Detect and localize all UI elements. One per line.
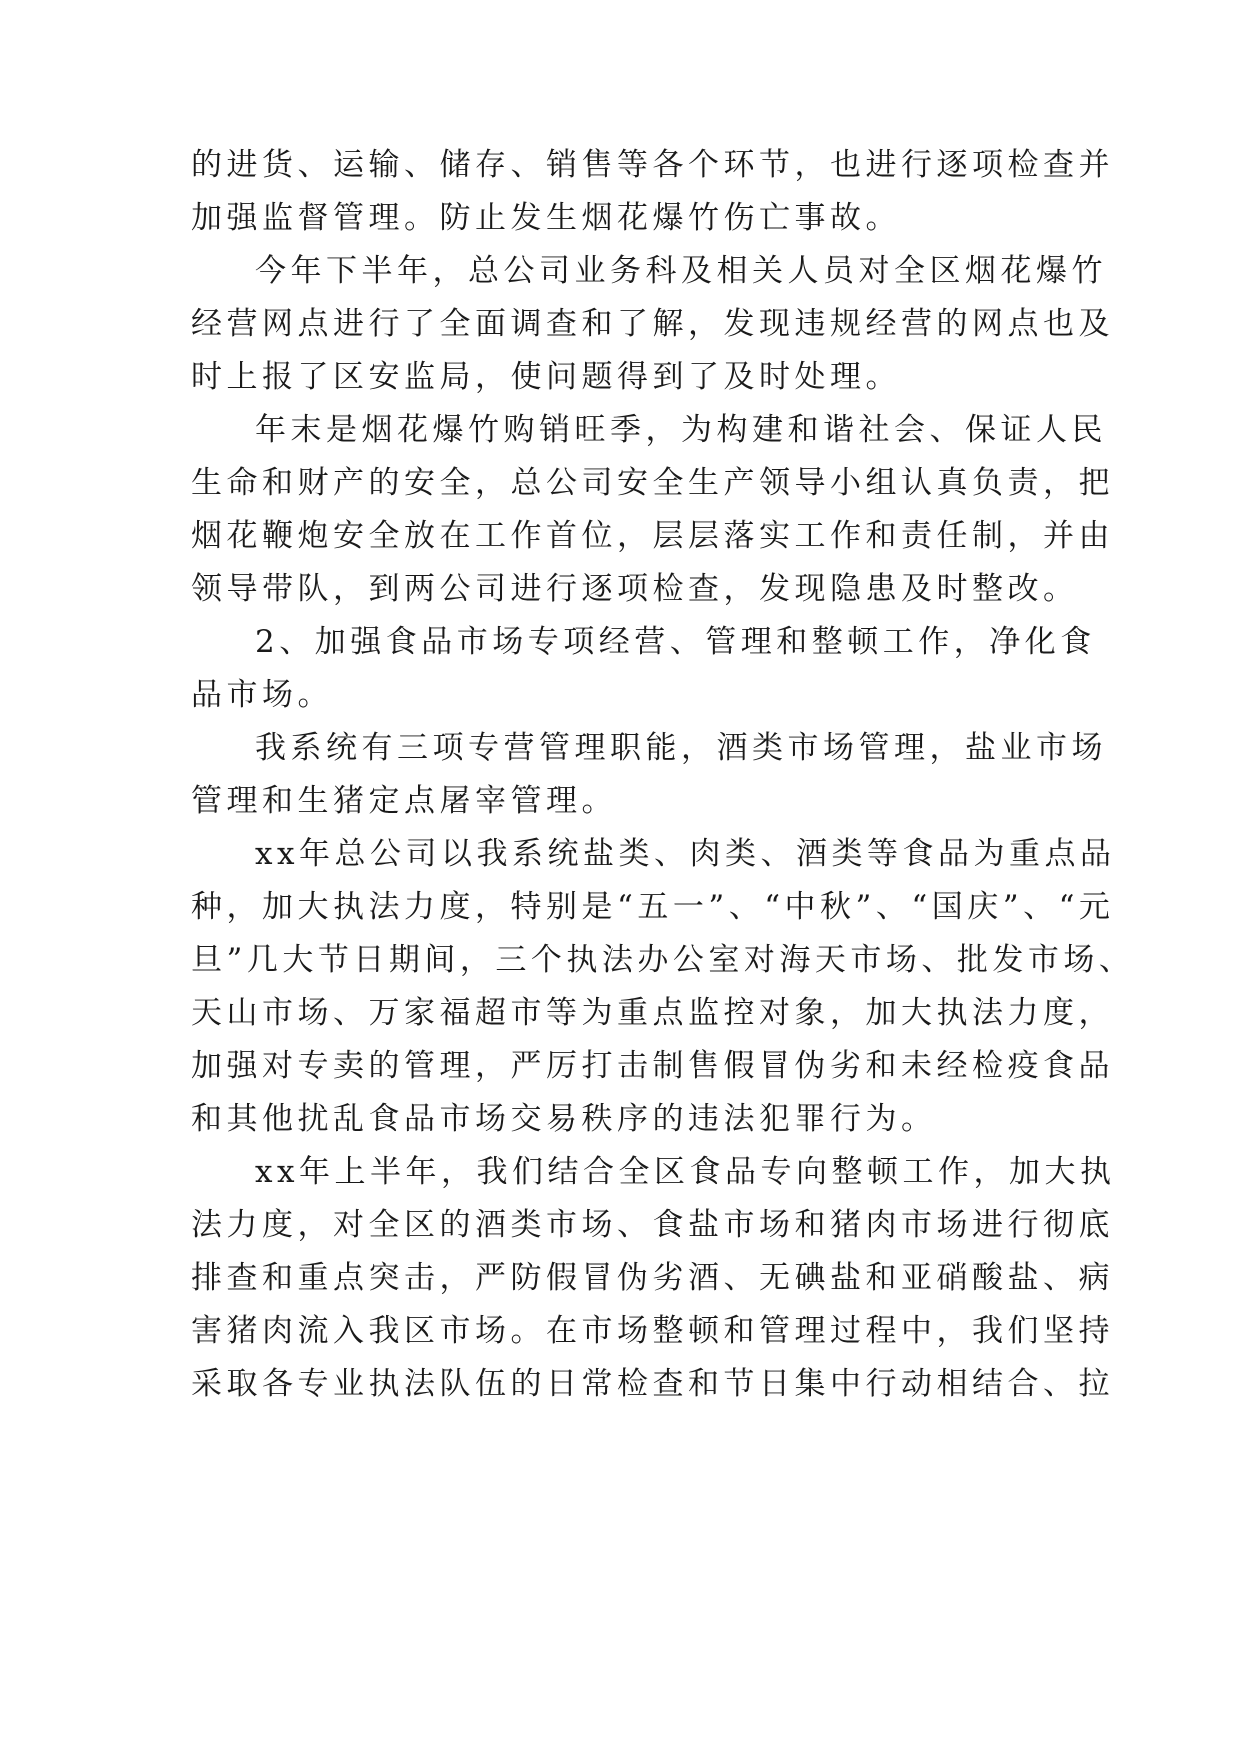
text-line-20: xx年上半年，我们结合全区食品专向整顿工作，加大执 — [255, 1154, 1116, 1190]
text-line-5: 时上报了区安监局，使问题得到了及时处理。 — [191, 359, 901, 395]
text-line-14: xx年总公司以我系统盐类、肉类、酒类等食品为重点品 — [255, 836, 1116, 872]
text-line-4: 经营网点进行了全面调查和了解，发现违规经营的网点也及 — [191, 306, 1114, 342]
text-line-24: 采取各专业执法队伍的日常检查和节日集中行动相结合、拉 — [191, 1366, 1114, 1402]
text-line-12: 我系统有三项专营管理职能，酒类市场管理，盐业市场 — [255, 730, 1107, 766]
text-line-1: 的进货、运输、储存、销售等各个环节，也进行逐项检查并 — [191, 147, 1114, 183]
text-line-18: 加强对专卖的管理，严厉打击制售假冒伪劣和未经检疫食品 — [191, 1048, 1114, 1084]
text-line-3: 今年下半年，总公司业务科及相关人员对全区烟花爆竹 — [255, 253, 1107, 289]
text-line-21: 法力度，对全区的酒类市场、食盐市场和猪肉市场进行彻底 — [191, 1207, 1114, 1243]
text-line-19: 和其他扰乱食品市场交易秩序的违法犯罪行为。 — [191, 1101, 937, 1137]
text-line-7: 生命和财产的安全，总公司安全生产领导小组认真负责，把 — [191, 465, 1114, 501]
text-line-16: 旦”几大节日期间，三个执法办公室对海天市场、批发市场、 — [191, 942, 1135, 978]
text-line-10: 2、加强食品市场专项经营、管理和整顿工作，净化食 — [255, 624, 1096, 660]
text-line-8: 烟花鞭炮安全放在工作首位，层层落实工作和责任制，并由 — [191, 518, 1114, 554]
text-line-9: 领导带队，到两公司进行逐项检查，发现隐患及时整改。 — [191, 571, 1079, 607]
text-line-2: 加强监督管理。防止发生烟花爆竹伤亡事故。 — [191, 200, 901, 236]
text-line-13: 管理和生猪定点屠宰管理。 — [191, 783, 617, 819]
text-line-11: 品市场。 — [191, 677, 333, 713]
text-line-17: 天山市场、万家福超市等为重点监控对象，加大执法力度， — [191, 995, 1114, 1031]
text-line-6: 年末是烟花爆竹购销旺季，为构建和谐社会、保证人民 — [255, 412, 1107, 448]
text-line-23: 害猪肉流入我区市场。在市场整顿和管理过程中，我们坚持 — [191, 1313, 1114, 1349]
text-line-22: 排查和重点突击，严防假冒伪劣酒、无碘盐和亚硝酸盐、病 — [191, 1260, 1114, 1296]
text-line-15: 种，加大执法力度，特别是“五一”、“中秋”、“国庆”、“元 — [191, 889, 1115, 925]
